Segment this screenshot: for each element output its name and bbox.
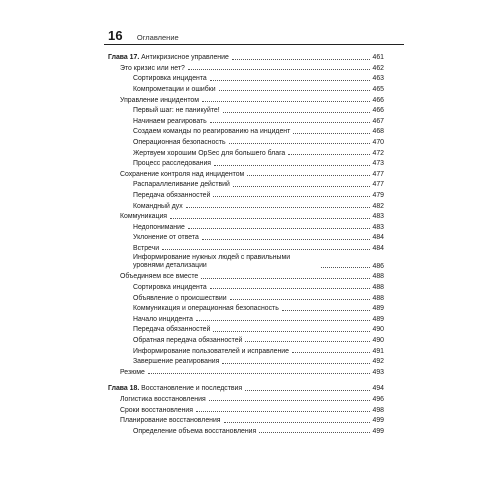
toc-subsection[interactable]: [108, 425, 384, 436]
dot-leader: [259, 432, 370, 433]
dot-leader: [233, 186, 370, 187]
dot-leader: [186, 207, 370, 208]
dot-leader: [196, 411, 370, 412]
toc-section[interactable]: [108, 93, 384, 104]
dot-leader: [232, 59, 370, 60]
toc-subsection[interactable]: [108, 146, 384, 157]
toc-entry-title: Первый шаг: не паникуйте!: [133, 107, 220, 115]
toc-page-number: 483: [372, 213, 384, 221]
dot-leader: [162, 249, 370, 250]
toc-page-number: 463: [372, 75, 384, 83]
dot-leader: [210, 122, 370, 123]
toc-page-number: 484: [372, 234, 384, 242]
toc-subsection[interactable]: [108, 355, 384, 366]
chapter-label: Глава 18.: [108, 385, 140, 393]
toc-page-number: 467: [372, 117, 384, 125]
toc-entry-title: Обратная передача обязанностей: [133, 337, 243, 345]
dot-leader: [229, 143, 370, 144]
toc-page-number: 491: [372, 347, 384, 355]
toc-page-number: 488: [372, 284, 384, 292]
dot-leader: [170, 218, 370, 219]
toc-chapter-18[interactable]: [108, 382, 384, 393]
toc-entry-title: Распараллеливание действий: [133, 181, 230, 189]
toc-subsection[interactable]: [108, 157, 384, 168]
toc-page-number: 470: [372, 138, 384, 146]
toc-page-number: 477: [372, 181, 384, 189]
toc-entry-title: Уклонение от ответа: [133, 234, 199, 242]
toc-page-number: 492: [372, 358, 384, 366]
toc-entry-title: Объявление о происшествии: [133, 294, 227, 302]
toc-subsection[interactable]: [108, 115, 384, 126]
toc-entry-title: Встречи: [133, 244, 160, 252]
toc-subsection[interactable]: [108, 281, 384, 292]
dot-leader: [202, 101, 370, 102]
dot-leader: [213, 196, 370, 197]
dot-leader: [148, 373, 370, 374]
toc-section[interactable]: [108, 403, 384, 414]
toc-page-number: 489: [372, 305, 384, 313]
dot-leader: [230, 299, 370, 300]
toc-page-number: 498: [372, 406, 384, 414]
dot-leader: [219, 90, 370, 91]
toc-subsection[interactable]: [108, 125, 384, 136]
toc-page-number: 477: [372, 170, 384, 178]
toc-subsection[interactable]: [108, 313, 384, 324]
toc-page-number: 462: [372, 64, 384, 72]
toc-entry-title: Коммуникация и операционная безопасность: [133, 305, 279, 313]
toc-page-number: 466: [372, 107, 384, 115]
toc-page-number: 461: [372, 54, 384, 62]
header-rule: [104, 44, 404, 45]
toc-entry-title: Логистика восстановления: [120, 396, 206, 403]
toc-subsection[interactable]: [108, 231, 384, 242]
dot-leader: [188, 69, 370, 70]
table-of-contents: [108, 51, 384, 435]
toc-page-number: 466: [372, 96, 384, 104]
dot-leader: [245, 341, 370, 342]
toc-page-number: 499: [372, 417, 384, 425]
toc-subsection[interactable]: [108, 221, 384, 232]
toc-entry-title: Компрометации и ошибки: [133, 85, 216, 93]
toc-page-number: 479: [372, 191, 384, 199]
toc-page-number: 488: [372, 273, 384, 281]
toc-page-number: 489: [372, 315, 384, 323]
toc-section[interactable]: [108, 168, 384, 179]
toc-entry-title: Жертвуем хорошим OpSec для большего блага: [133, 149, 286, 157]
toc-page-number: 473: [372, 160, 384, 168]
toc-entry-title: Коммуникация: [120, 213, 168, 221]
toc-entry-title: Командный дух: [133, 202, 183, 210]
dot-leader: [214, 165, 370, 166]
toc-subsection[interactable]: [108, 178, 384, 189]
toc-subsection[interactable]: [108, 323, 384, 334]
toc-page-number: 490: [372, 337, 384, 345]
toc-subsection[interactable]: [108, 291, 384, 302]
toc-entry-title: Начинаем реагировать: [133, 117, 207, 125]
dot-leader: [293, 133, 370, 134]
toc-subsection[interactable]: [108, 136, 384, 147]
toc-entry-title: Начало инцидента: [133, 315, 193, 323]
running-header: [108, 28, 179, 43]
toc-entry-title: Информирование нужных людей с правильными уровнями детализации: [133, 254, 319, 270]
toc-page-number: 490: [372, 326, 384, 334]
toc-entry-title: Это кризис или нет?: [120, 64, 185, 72]
toc-entry-title: Создаем команды по реагированию на инцидент: [133, 128, 291, 136]
toc-entry-title: Объединяем все вместе: [120, 273, 199, 281]
toc-entry-title: Резюме: [120, 368, 145, 376]
running-header-title: Оглавление: [136, 33, 179, 42]
toc-subsection[interactable]: [108, 189, 384, 200]
dot-leader: [288, 154, 370, 155]
toc-subsection[interactable]: [108, 242, 384, 253]
toc-page-number: 499: [372, 427, 384, 435]
dot-leader: [245, 390, 370, 391]
toc-page-number: 488: [372, 294, 384, 302]
toc-entry-title: Сохранение контроля над инцидентом: [120, 170, 245, 178]
toc-entry-title: Завершение реагирования: [133, 358, 220, 366]
toc-section[interactable]: [108, 62, 384, 73]
toc-section[interactable]: [108, 393, 384, 404]
toc-page-number: 486: [372, 262, 384, 270]
dot-leader: [210, 288, 370, 289]
toc-entry-title: Недопонимание: [133, 223, 185, 231]
toc-entry-title: Сортировка инцидента: [133, 284, 207, 292]
toc-entry-title: Информирование пользователей и исправление: [133, 347, 289, 355]
toc-page-number: 482: [372, 202, 384, 210]
dot-leader: [209, 400, 370, 401]
toc-chapter-17[interactable]: [108, 51, 384, 62]
dot-leader: [321, 267, 370, 268]
toc-page-number: 496: [372, 396, 384, 403]
toc-subsection[interactable]: [108, 83, 384, 94]
chapter-title: Восстановление и последствия: [141, 385, 243, 393]
toc-page-number: 468: [372, 128, 384, 136]
toc-section[interactable]: [108, 366, 384, 377]
toc-entry-title: Сортировка инцидента: [133, 75, 207, 83]
dot-leader: [201, 278, 370, 279]
dot-leader: [210, 80, 370, 81]
chapter-title: Антикризисное управление: [141, 54, 229, 62]
toc-entry-title: Управление инцидентом: [120, 96, 199, 104]
toc-page-number: 484: [372, 244, 384, 252]
dot-leader: [188, 228, 370, 229]
toc-entry-title: Процесс расследования: [133, 160, 212, 168]
dot-leader: [223, 112, 370, 113]
toc-subsection[interactable]: [108, 252, 384, 270]
toc-subsection[interactable]: [108, 199, 384, 210]
toc-section[interactable]: [108, 270, 384, 281]
toc-entry-title: Передача обязанностей: [133, 326, 211, 334]
dot-leader: [292, 352, 370, 353]
toc-page-number: 494: [372, 385, 384, 393]
toc-subsection[interactable]: [108, 302, 384, 313]
dot-leader: [224, 422, 370, 423]
dot-leader: [202, 239, 370, 240]
toc-entry-title: Операционная безопасность: [133, 138, 226, 146]
dot-leader: [222, 363, 370, 364]
chapter-label: Глава 17.: [108, 54, 140, 62]
toc-page-number: 483: [372, 223, 384, 231]
toc-subsection[interactable]: [108, 344, 384, 355]
toc-page-number: 465: [372, 85, 384, 93]
toc-page-number: 493: [372, 368, 384, 376]
toc-subsection[interactable]: [108, 334, 384, 345]
dot-leader: [196, 320, 370, 321]
dot-leader: [282, 310, 370, 311]
toc-section[interactable]: [108, 210, 384, 221]
toc-entry-title: Передача обязанностей: [133, 191, 211, 199]
dot-leader: [213, 331, 370, 332]
dot-leader: [247, 175, 370, 176]
toc-entry-title: Сроки восстановления: [120, 406, 194, 414]
page-number: 16: [108, 28, 123, 43]
toc-section[interactable]: [108, 414, 384, 425]
toc-entry-title: Планирование восстановления: [120, 417, 221, 425]
toc-subsection[interactable]: [108, 72, 384, 83]
toc-subsection[interactable]: [108, 104, 384, 115]
toc-page-number: 472: [372, 149, 384, 157]
toc-entry-title: Определение объема восстановления: [133, 427, 257, 435]
